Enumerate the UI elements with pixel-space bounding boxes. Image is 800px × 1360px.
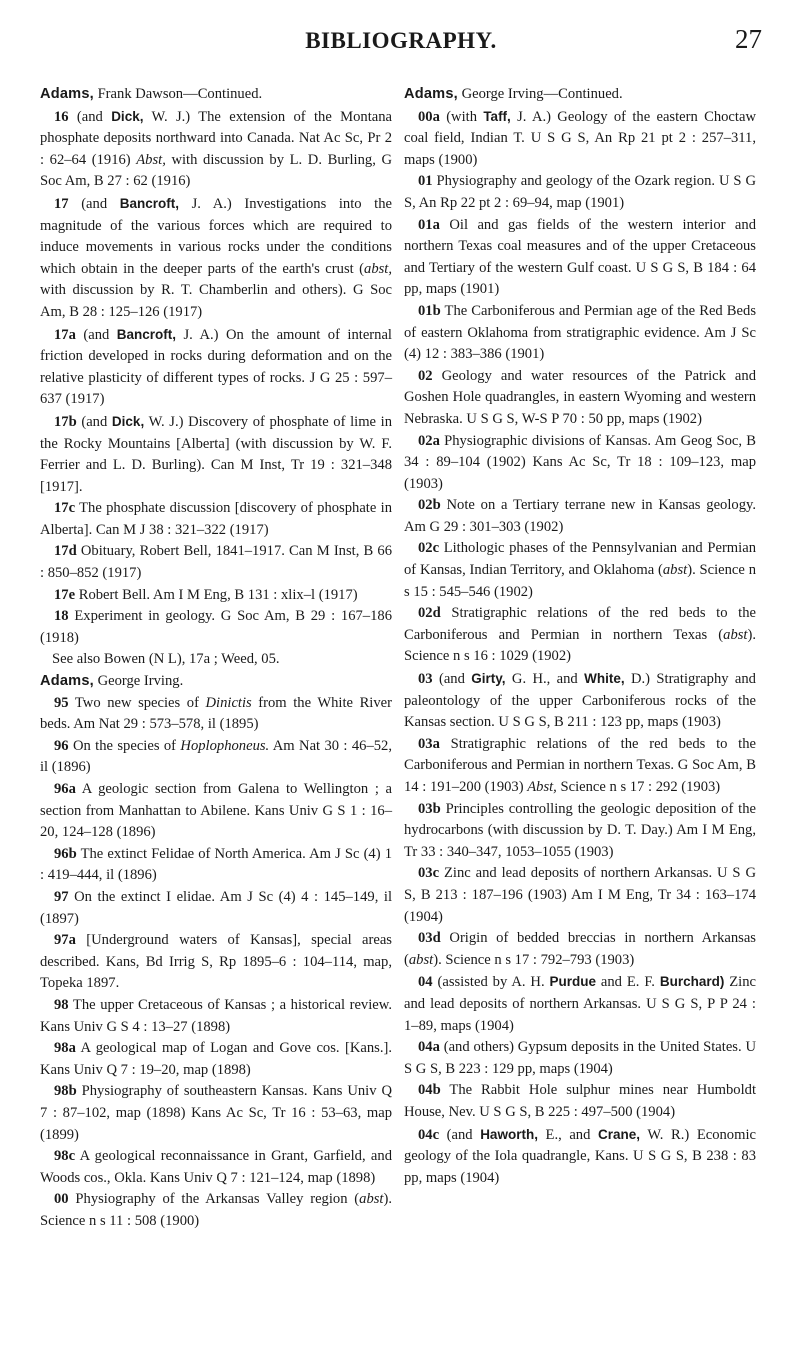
bibliography-entry [40, 1081, 392, 1146]
entry-number: 02d [418, 605, 441, 622]
bibliography-entry [404, 603, 756, 668]
author-heading [40, 84, 392, 106]
entry-number: 01a [418, 216, 440, 233]
entry-number: 03 [418, 671, 433, 688]
entry-text: Obituary, Robert Bell, 1841–1917. Can M Inst, B 66 : 850–852 (1917) [40, 543, 392, 582]
entry-text: W. J.) The extension of the Montana phosphate deposits northward into Canada. Nat Ac Sc, Pr 2 : 62–64 (1916) [40, 108, 392, 168]
italic-text: abst [408, 951, 434, 968]
entry-text: Robert Bell. Am I M Eng, B 131 : xlix–l (1917) [75, 586, 358, 603]
bibliography-entry [404, 734, 756, 799]
author-heading [404, 84, 756, 106]
entry-text: The upper Cretaceous of Kansas ; a historical review. Kans Univ G S 4 : 13–27 (1898) [40, 996, 392, 1035]
entry-number: 02b [418, 497, 441, 514]
entry-text: Experiment in geology. G Soc Am, B 29 : 167–186 (1918) [40, 608, 392, 646]
entry-text: Physiography of the Arkansas Valley region ( [68, 1191, 360, 1208]
author-name: Haworth, [480, 1126, 538, 1142]
entry-text: (and [432, 671, 472, 688]
entry-text: and E. F. [596, 974, 660, 991]
entry-text: Stratigraphic relations of the red beds to the Carboniferous and Permian in northern Texas ( [404, 605, 756, 643]
author-name: Purdue [549, 974, 597, 990]
entry-text: A geological map of Logan and Gove cos. [Kans.]. Kans Univ Q 7 : 19–20, map (1898) [40, 1040, 392, 1078]
entry-number: 17b [54, 413, 77, 430]
entry-text: George Irving—Continued. [457, 86, 623, 102]
italic-text: Hoplophoneus. [180, 737, 270, 754]
entry-text: Lithologic phases of the Pennsylvanian and Permian of Kansas, Indian Territory, and Oklahoma ( [404, 540, 756, 579]
entry-number: 17 [54, 195, 69, 212]
entry-text: (and [439, 1126, 481, 1143]
bibliography-entry [404, 106, 756, 172]
bibliography-entry [404, 1124, 756, 1190]
entry-text: with discussion by L. D. Burling, G Soc Am, B 27 : 62 (1916) [40, 151, 392, 190]
entry-text: W. J.) Discovery of phosphate of lime in the Rocky Mountains [Alberta] (with discussion by W. F. Ferrier and L. D. Burling). Can M Inst, Tr 19 : 321–348 [1917]. [40, 413, 393, 495]
author-name: Burchard) [659, 974, 725, 990]
entry-text: ). Science n s 17 : 792–793 (1903) [433, 951, 635, 968]
bibliography-entry [40, 649, 392, 671]
italic-text: Dinictis [205, 694, 252, 711]
bibliography-entry [404, 538, 756, 603]
entry-number: 17c [54, 500, 76, 517]
entry-text: The Rabbit Hole sulphur mines near Humboldt House, Nev. U S G S, B 225 : 497–500 (1904) [404, 1082, 756, 1120]
bibliography-entry [40, 930, 392, 995]
entry-text: [Underground waters of Kansas], special areas described. Kans, Bd Irrig S, Rp 1895–6 : 104–114, map, Topeka 1897. [40, 932, 392, 992]
entry-number: 97 [54, 888, 69, 905]
entry-text: with discussion by R. T. Chamberlin and others). G Soc Am, B 28 : 125–126 (1917) [40, 282, 392, 320]
entry-text: Stratigraphic relations of the red beds to the Carboniferous and Permian in northern Texas. G Soc Am, B 14 : 191–200 (1903) [404, 735, 756, 795]
italic-text: abst [359, 1191, 384, 1208]
entry-text: (and [75, 326, 117, 343]
italic-text: Abst, [136, 151, 166, 168]
entry-text: A geologic section from Galena to Wellington ; a section from Manhattan to Abilene. Kans Univ G S 1 : 16–20, 124–128 (1896) [40, 781, 392, 841]
entry-number: 98c [54, 1148, 76, 1165]
bibliography-entry [404, 928, 756, 971]
bibliography-entry [40, 585, 392, 607]
bibliography-entry [40, 844, 392, 887]
entry-text: See also Bowen (N L), 17a ; Weed, 05. [52, 651, 280, 668]
entry-text: from the White River beds. Am Nat 29 : 573–578, il (1895) [40, 694, 392, 733]
italic-text: abst [662, 562, 688, 579]
bibliography-entry [40, 1189, 392, 1232]
bibliography-entry [40, 995, 392, 1038]
entry-text: The Carboniferous and Permian age of the Red Beds of eastern Oklahoma from stratigraphic evidence. Am J Sc (4) 12 : 383–386 (1901) [404, 302, 756, 363]
entry-text: Frank Dawson—Continued. [93, 86, 263, 102]
entry-number: 17a [54, 326, 76, 343]
entry-number: 98a [54, 1040, 76, 1057]
bibliography-entry [40, 411, 392, 498]
entry-text: Principles controlling the geologic deposition of the hydrocarbons (with discussion by D. T. Day.) Am I M Eng, Tr 33 : 340–347, 1053–1055 (1903) [404, 800, 756, 860]
bibliography-entry [40, 606, 392, 649]
entry-number: 96a [54, 781, 76, 797]
entry-text: ). Science n s 11 : 508 (1900) [40, 1191, 392, 1229]
bibliography-entry [404, 971, 756, 1037]
author-name: White, [584, 671, 625, 687]
author-name: Adams, [404, 86, 458, 102]
entry-text: ). Science n s 15 : 545–546 (1902) [404, 562, 756, 600]
entry-text: E., and [537, 1126, 598, 1143]
author-name: Dick, [111, 413, 145, 429]
bibliography-entry [404, 495, 756, 538]
bibliography-entry [404, 301, 756, 366]
entry-text: The phosphate discussion [discovery of phosphate in Alberta]. Can M J 38 : 321–322 (1917) [40, 500, 392, 538]
bibliography-entry [40, 541, 392, 584]
entry-number: 00 [54, 1191, 69, 1208]
entry-number: 02 [418, 367, 433, 384]
entry-number: 17d [54, 543, 77, 560]
entry-text: Origin of bedded breccias in northern Arkansas ( [404, 930, 756, 968]
entry-text: Zinc and lead deposits of northern Arkansas. U S G S, B 213 : 187–196 (1903) Am I M Eng, Tr 34 : 163–174 (1904) [404, 865, 756, 925]
bibliography-entry [40, 779, 392, 844]
right-column [404, 84, 756, 1189]
entry-text: J. A.) Investigations into the magnitude of the various forces which are required to induce movements in various rocks under the conditions which obtain in the deeper parts of the earth's crust ( [40, 195, 392, 277]
bibliography-entry [404, 1080, 756, 1123]
author-name: Adams, [40, 673, 94, 690]
entry-text: (and others) Gypsum deposits in the United States. U S G S, B 223 : 129 pp, maps (1904) [404, 1039, 756, 1077]
bibliography-entry [40, 1038, 392, 1081]
bibliography-entry [40, 736, 392, 779]
bibliography-entry [404, 1037, 756, 1080]
entry-number: 00a [418, 108, 440, 125]
bibliography-entry [404, 171, 756, 214]
italic-text: abst, [364, 260, 392, 277]
entry-text: J. A.) Geology of the eastern Choctaw coal field, Indian T. U S G S, An Rp 21 pt 2 : 257–311, maps (1900) [404, 108, 756, 168]
entry-number: 03a [418, 735, 440, 752]
author-name: Bancroft, [119, 195, 179, 211]
bibliography-entry [40, 498, 392, 541]
entry-number: 97a [54, 932, 76, 949]
entry-number: 98b [54, 1083, 77, 1100]
author-name: Crane, [597, 1126, 641, 1142]
entry-number: 18 [54, 608, 69, 625]
entry-text: ). Science n s 16 : 1029 (1902) [404, 626, 756, 665]
entry-text: George Irving. [93, 673, 184, 690]
author-heading [40, 671, 392, 693]
page-number: 27 [735, 24, 762, 54]
entry-number: 01 [418, 173, 433, 190]
entry-text: On the extinct I elidae. Am J Sc (4) 4 : 145–149, il (1897) [40, 888, 392, 927]
entry-text: (and [76, 413, 112, 430]
bibliography-entry [40, 324, 392, 411]
entry-number: 04 [418, 974, 433, 991]
bibliography-entry [404, 431, 756, 496]
entry-number: 03c [418, 865, 440, 882]
bibliography-entry [40, 106, 392, 193]
bibliography-entry [40, 193, 392, 324]
entry-text: Am Nat 30 : 46–52, il (1896) [40, 737, 392, 776]
entry-number: 96 [54, 737, 69, 754]
entry-number: 01b [418, 302, 441, 319]
left-column [40, 84, 392, 1232]
entry-text: Note on a Tertiary terrane new in Kansas geology. Am G 29 : 301–303 (1902) [404, 497, 756, 535]
entry-number: 02c [418, 540, 440, 557]
entry-text: D.) Stratigraphy and paleontology of the upper Carboniferous rocks of the Kansas section. U S G S, B 211 : 123 pp, maps (1903) [404, 671, 756, 731]
bibliography-entry [40, 693, 392, 736]
italic-text: abst [723, 626, 748, 643]
bibliography-entry [404, 799, 756, 864]
entry-text: J. A.) On the amount of internal friction developed in rocks during deformation and on the relative plasticity of different types of rocks. J G 25 : 597–637 (1917) [40, 326, 392, 408]
entry-number: 03d [418, 930, 441, 947]
entry-text: Zinc and lead deposits of northern Arkansas. U S G S, P P 24 : 1–89, maps (1904) [404, 974, 756, 1034]
bibliography-entry [404, 668, 756, 734]
entry-text: Oil and gas fields of the western interior and northern Texas coal measures and of the upper Cretaceous and Tertiary of the western Gulf coast. U S G S, B 184 : 64 pp, maps (1901) [404, 216, 756, 298]
bibliography-entry [404, 215, 756, 301]
entry-number: 96b [54, 845, 77, 862]
entry-number: 03b [418, 800, 441, 817]
bibliography-entry [404, 366, 756, 431]
author-name: Bancroft, [116, 326, 177, 342]
entry-number: 95 [54, 694, 69, 711]
bibliography-entry [40, 887, 392, 930]
entry-number: 98 [54, 996, 69, 1013]
bibliography-entry [40, 1146, 392, 1189]
entry-text: W. R.) Economic geology of the Iola quadrangle, Kans. U S G S, B 238 : 83 pp, maps (1904) [404, 1126, 756, 1186]
entry-text: Physiographic divisions of Kansas. Am Geog Soc, B 34 : 89–104 (1902) Kans Ac Sc, Tr 18 : 109–123, map (1903) [404, 432, 756, 492]
author-name: Taff, [483, 108, 511, 124]
running-title: BIBLIOGRAPHY. [305, 28, 497, 53]
entry-number: 04c [418, 1126, 440, 1143]
entry-number: 16 [54, 108, 69, 125]
entry-number: 02a [418, 432, 440, 449]
author-name: Girty, [471, 671, 506, 687]
entry-text: Physiography of southeastern Kansas. Kans Univ Q 7 : 87–102, map (1898) Kans Ac Sc, Tr 16 : 53–63, map (1899) [40, 1083, 392, 1143]
entry-text: Physiography and geology of the Ozark region. U S G S, An Rp 22 pt 2 : 69–94, map (1901) [404, 173, 756, 211]
entry-number: 17e [54, 586, 76, 603]
italic-text: Abst, [527, 779, 557, 795]
entry-text: A geological reconnaissance in Grant, Garfield, and Woods cos., Okla. Kans Univ Q 7 : 121–124, map (1898) [40, 1148, 392, 1186]
entry-text: The extinct Felidae of North America. Am J Sc (4) 1 : 419–444, il (1896) [40, 845, 392, 884]
entry-text: (and [68, 195, 120, 212]
entry-text: (and [68, 108, 112, 125]
entry-number: 04b [418, 1082, 441, 1099]
bibliography-entry [404, 863, 756, 928]
entry-text: (with [439, 108, 484, 125]
entry-text: Geology and water resources of the Patrick and Goshen Hole quadrangles, in eastern Wyoming and western Nebraska. U S G S, W-S P 70 : 50 pp, maps (1902) [404, 367, 756, 427]
entry-text: G. H., and [505, 671, 585, 688]
entry-text: (assisted by A. H. [432, 974, 550, 991]
page-header [40, 24, 762, 64]
entry-text: On the species of [68, 737, 181, 754]
author-name: Adams, [40, 86, 94, 102]
entry-text: Science n s 17 : 292 (1903) [556, 779, 721, 795]
entry-number: 04a [418, 1039, 440, 1056]
entry-text: Two new species of [68, 694, 206, 711]
author-name: Dick, [111, 108, 144, 124]
